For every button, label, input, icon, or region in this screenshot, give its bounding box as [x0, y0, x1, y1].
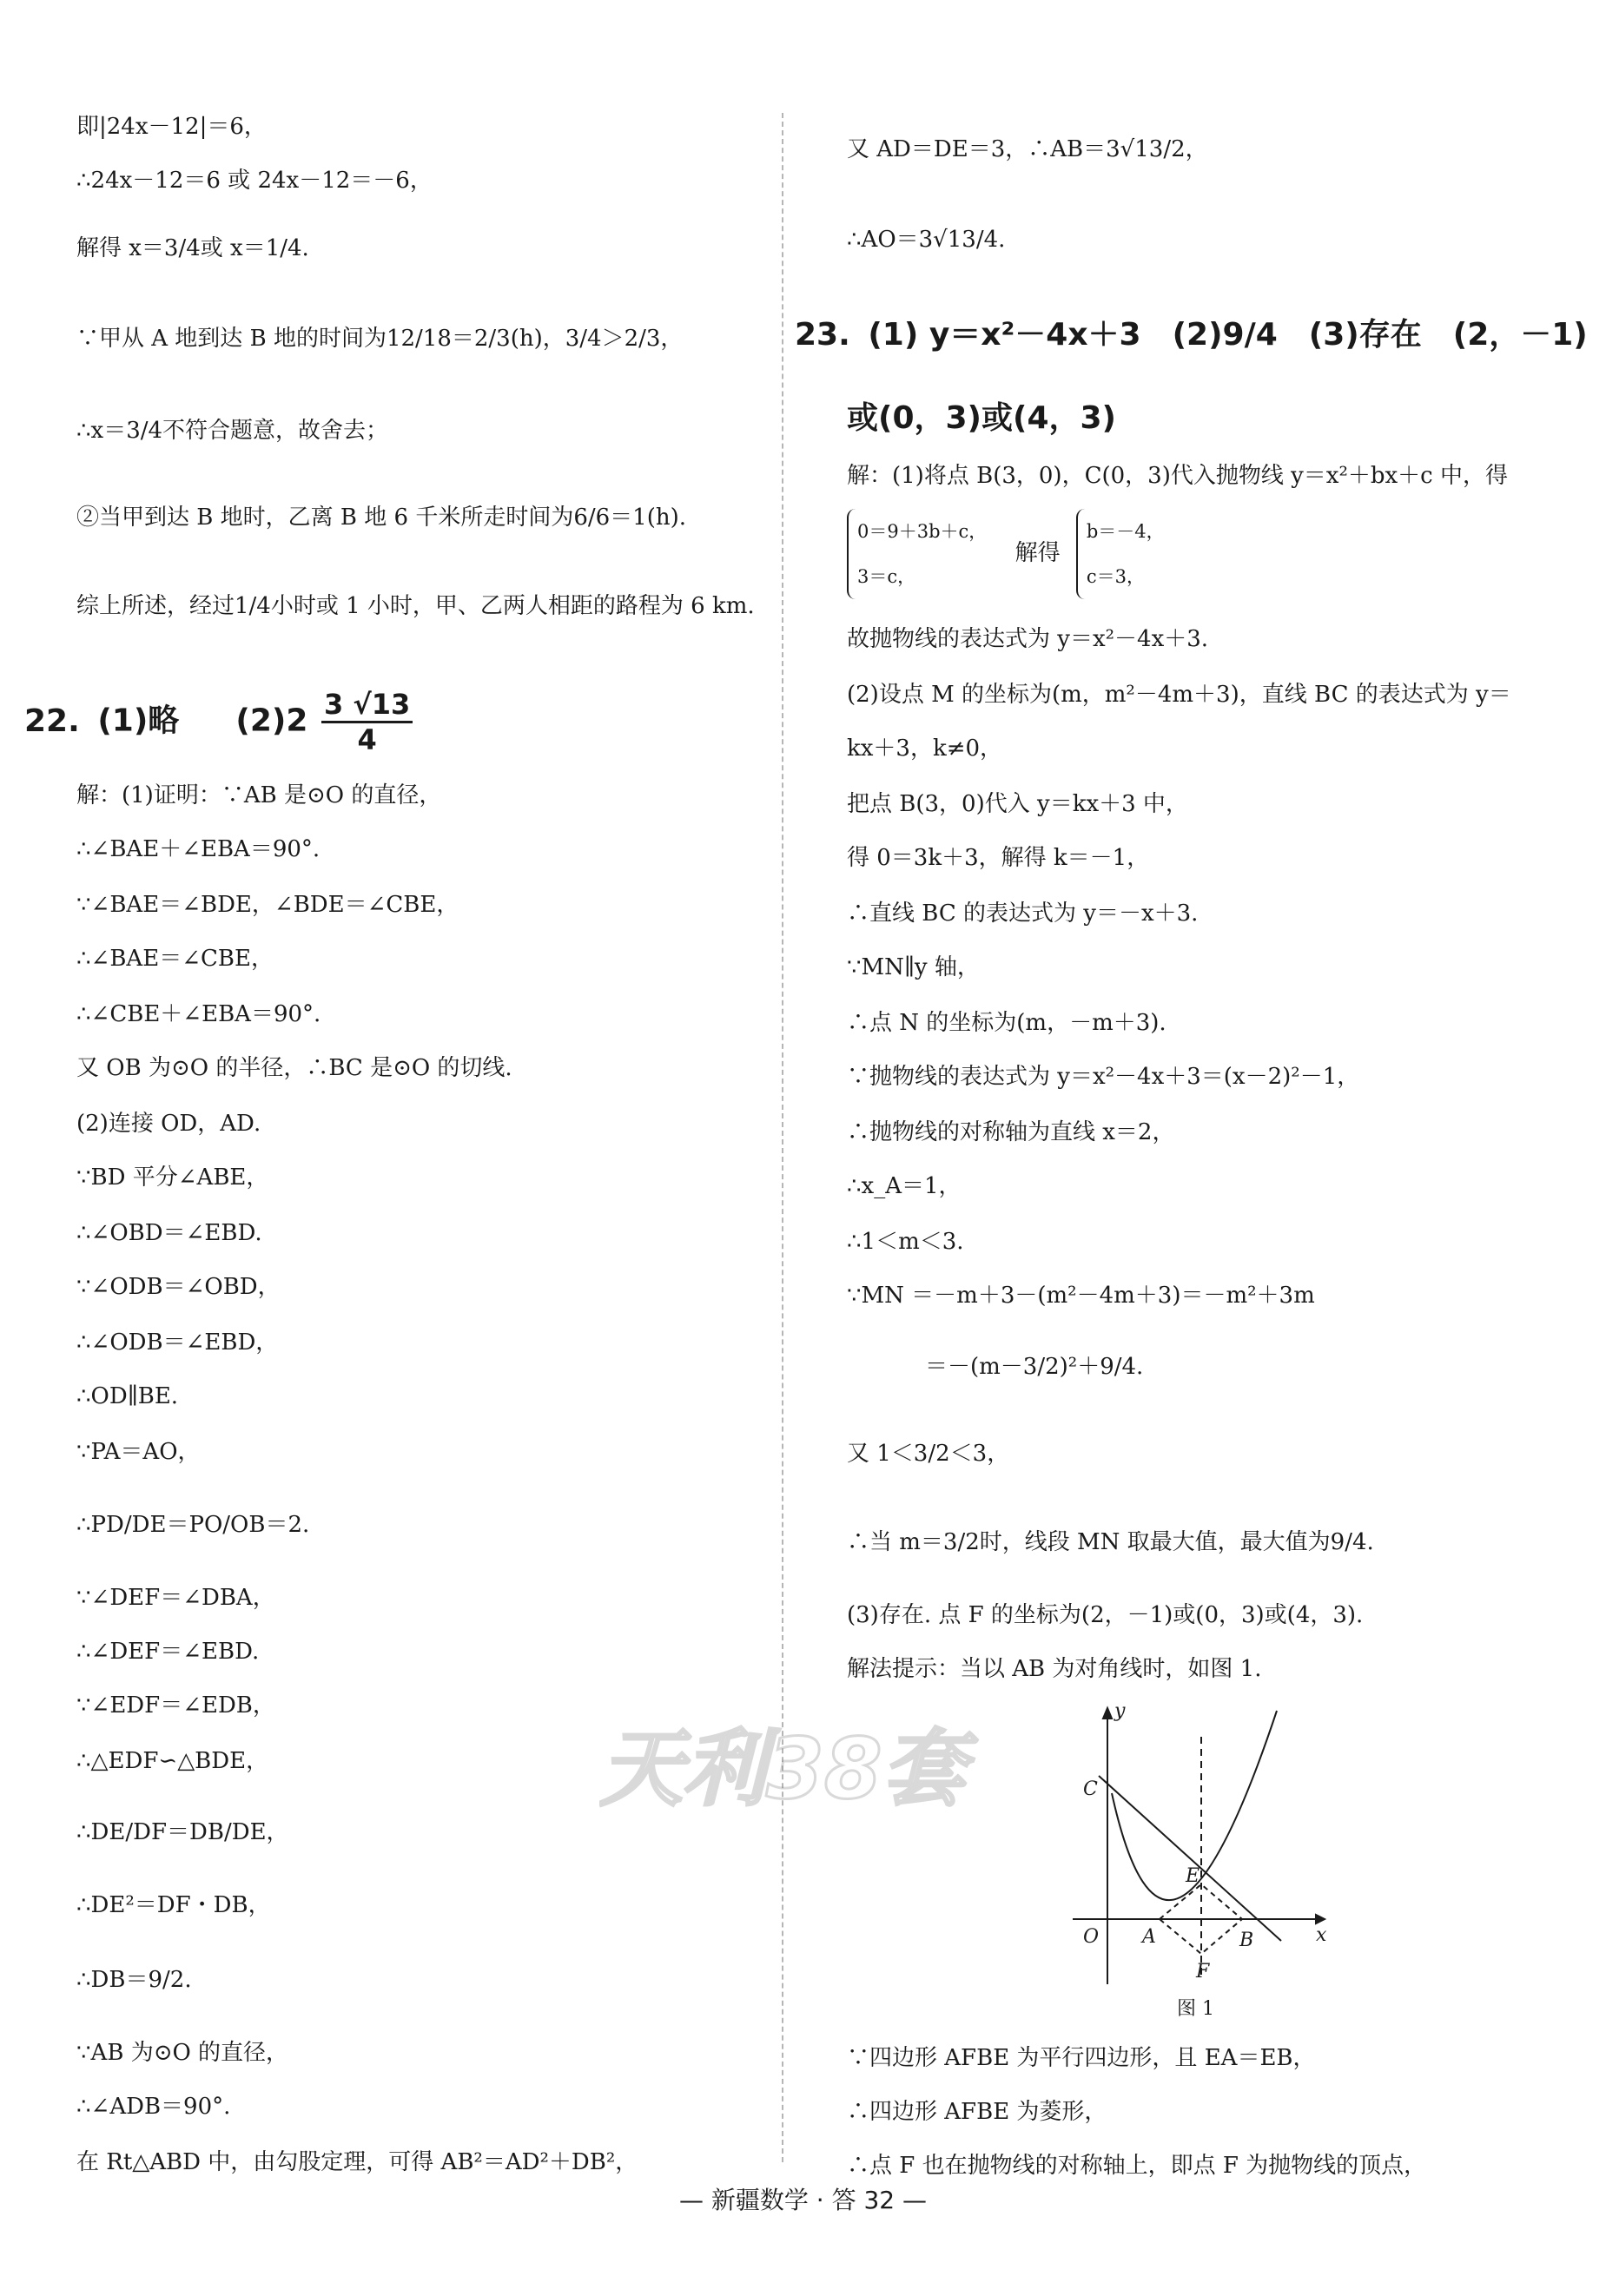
text-line: ∴x＝3/4不符合题意，故舍去； — [76, 418, 389, 444]
text-line: 解法提示：当以 AB 为对角线时，如图 1. — [847, 1656, 1262, 1682]
text-line: ∴x_A＝1， — [847, 1173, 962, 1199]
figure-caption: 图 1 — [1177, 1998, 1214, 2020]
fraction-numerator: 3 √13 — [321, 688, 413, 723]
text-line: ∴∠BAE＋∠EBA＝90°. — [76, 836, 321, 862]
answer-fraction — [321, 688, 413, 756]
origin-label: O — [1083, 1926, 1100, 1948]
text-line: ∵抛物线的表达式为 y＝x²－4x＋3＝(x－2)²－1， — [847, 1064, 1360, 1090]
text-line: ∴OD∥BE. — [76, 1383, 179, 1409]
watermark-text: 天利38套 — [599, 1720, 966, 1818]
equation: 0＝9＋3b＋c， — [857, 521, 988, 542]
fraction-denominator: 4 — [357, 723, 377, 756]
text-line: ∴∠DEF＝∠EBD. — [76, 1639, 260, 1665]
text-line: ∴∠BAE＝∠CBE， — [76, 946, 274, 972]
text-line: ∵∠BAE＝∠BDE，∠BDE＝∠CBE， — [76, 892, 459, 918]
point-label-e: E — [1186, 1865, 1200, 1887]
equation: b＝－4， — [1086, 521, 1165, 542]
equation-system-brace — [847, 509, 987, 599]
text-line: ∵PA＝AO， — [76, 1439, 201, 1465]
text-line: 即|24x－12|＝6， — [76, 114, 267, 140]
text-line: (2)连接 OD，AD. — [76, 1111, 261, 1137]
text-line: ②当甲到达 B 地时，乙离 B 地 6 千米所走时间为6/6＝1(h). — [76, 505, 687, 531]
text-line: ∴抛物线的对称轴为直线 x＝2， — [847, 1119, 1175, 1145]
text-line: 得 0＝3k＋3，解得 k＝－1， — [847, 845, 1150, 871]
text-line: 把点 B(3，0)代入 y＝kx＋3 中， — [847, 791, 1188, 817]
text-line: (3)存在. 点 F 的坐标为(2，－1)或(0，3)或(4，3). — [847, 1602, 1364, 1628]
text-line: ∴24x－12＝6 或 24x－12＝－6， — [76, 168, 433, 194]
text-line: ∴△EDF∽△BDE， — [76, 1748, 269, 1774]
line-bc — [1099, 1776, 1281, 1941]
answer-part-2: (2)2 — [235, 703, 308, 739]
text-line: 故抛物线的表达式为 y＝x²－4x＋3. — [847, 626, 1209, 652]
text-line: ∴1＜m＜3. — [847, 1229, 964, 1255]
solution-brace — [1076, 509, 1165, 599]
text-line: kx＋3，k≠0， — [847, 736, 1003, 762]
question-23-answer — [795, 314, 1588, 356]
text-line: ∵AB 为⊙O 的直径， — [76, 2040, 289, 2066]
text-line: 在 Rt△ABD 中，由勾股定理，可得 AB²＝AD²＋DB²， — [76, 2149, 638, 2175]
text-line: 又 OB 为⊙O 的半径，∴BC 是⊙O 的切线. — [76, 1055, 512, 1081]
text-line: 又 1＜3/2＜3， — [847, 1441, 1010, 1467]
text-line: 解：(1)将点 B(3，0)，C(0，3)代入抛物线 y＝x²＋bx＋c 中，得 — [847, 463, 1509, 489]
equation: 3＝c， — [857, 566, 916, 587]
text-line: ∴AO＝3√13/4. — [847, 227, 1006, 253]
question-number: 22. — [24, 703, 80, 739]
text-line: ∴点 N 的坐标为(m，－m＋3). — [847, 1010, 1166, 1036]
answer-line-1: (1) y＝x²－4x＋3 (2)9/4 (3)存在 (2，－1) — [868, 317, 1588, 353]
text-line: ∴DE/DF＝DB/DE， — [76, 1819, 289, 1845]
answer-line-2: 或(0，3)或(4，3) — [847, 400, 1117, 436]
parabola-figure — [1064, 1698, 1342, 2028]
question-22-answer — [24, 688, 415, 756]
point-label-a: A — [1142, 1926, 1156, 1948]
text-line: ∴∠ODB＝∠EBD， — [76, 1329, 279, 1356]
text-line: ∵∠DEF＝∠DBA， — [76, 1585, 275, 1611]
text-line: ∵∠EDF＝∠EDB， — [76, 1692, 275, 1719]
text-line: ∴PD/DE＝PO/OB＝2. — [76, 1512, 310, 1538]
text-line: 又 AD＝DE＝3，∴AB＝3√13/2， — [847, 136, 1208, 162]
column-divider — [782, 113, 783, 2162]
point-label-c: C — [1083, 1778, 1098, 1800]
text-line: 综上所述，经过1/4小时或 1 小时，甲、乙两人相距的路程为 6 km. — [76, 593, 755, 619]
text-line: (2)设点 M 的坐标为(m，m²－4m＋3)，直线 BC 的表达式为 y＝ — [847, 682, 1511, 708]
text-line: ∵MN ＝－m＋3－(m²－4m＋3)＝－m²＋3m — [847, 1283, 1315, 1309]
y-axis-label: y — [1114, 1700, 1126, 1722]
text-line: ∴点 F 也在抛物线的对称轴上，即点 F 为抛物线的顶点， — [847, 2153, 1427, 2179]
point-label-f: F — [1196, 1961, 1210, 1983]
text-line: ＝－(m－3/2)²＋9/4. — [925, 1354, 1144, 1380]
solve-label: 解得 — [1014, 540, 1061, 566]
text-line: ∴∠ADB＝90°. — [76, 2094, 231, 2120]
text-line: ∵四边形 AFBE 为平行四边形，且 EA＝EB， — [847, 2045, 1316, 2071]
text-line: ∵∠ODB＝∠OBD， — [76, 1274, 281, 1300]
text-line: ∴DB＝9/2. — [76, 1967, 192, 1993]
text-line: ∴DE²＝DF・DB， — [76, 1892, 271, 1918]
text-line: 解得 x＝3/4或 x＝1/4. — [76, 235, 309, 261]
text-line: ∴∠OBD＝∠EBD. — [76, 1220, 262, 1246]
equation: c＝3， — [1086, 566, 1145, 587]
text-line: ∴四边形 AFBE 为菱形， — [847, 2099, 1107, 2125]
point-label-b: B — [1239, 1930, 1254, 1951]
publisher-watermark-logo — [599, 1706, 981, 1828]
answer-part-1: (1)略 — [97, 703, 180, 739]
text-line: ∴当 m＝3/2时，线段 MN 取最大值，最大值为9/4. — [847, 1529, 1374, 1555]
equation-system-line — [847, 509, 1186, 599]
y-axis-arrow — [1103, 1708, 1112, 1719]
text-line: ∵甲从 A 地到达 B 地的时间为12/18＝2/3(h)，3/4＞2/3， — [76, 326, 684, 352]
x-axis-arrow — [1316, 1915, 1325, 1923]
text-line: ∵BD 平分∠ABE， — [76, 1164, 269, 1191]
text-line: 解：(1)证明：∵AB 是⊙O 的直径， — [76, 782, 442, 808]
text-line: ∴∠CBE＋∠EBA＝90°. — [76, 1001, 321, 1027]
question-number: 23. — [795, 317, 850, 353]
text-line: ∴直线 BC 的表达式为 y＝－x＋3. — [847, 901, 1199, 927]
page-footer: — 新疆数学 · 答 32 — — [678, 2186, 928, 2214]
x-axis-label: x — [1316, 1924, 1327, 1946]
text-line: ∵MN∥y 轴， — [847, 954, 980, 980]
